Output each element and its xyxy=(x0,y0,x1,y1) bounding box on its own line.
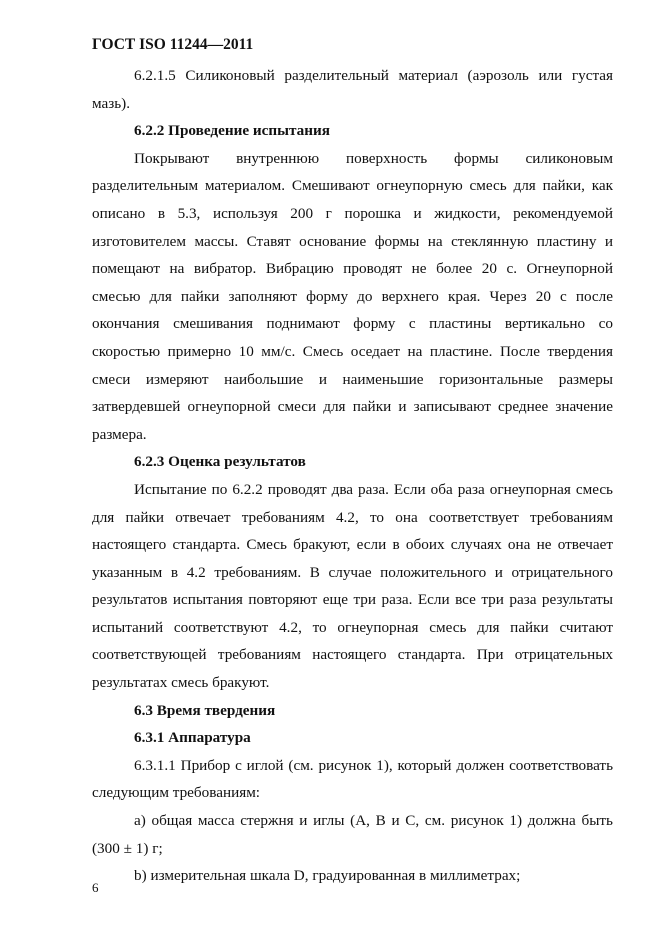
list-item-a: а) общая масса стержня и иглы (А, В и С, см. рисунок 1) должна быть (300 ± 1) г; xyxy=(92,812,613,857)
section-heading-6-3: 6.3 Время твердения xyxy=(134,701,276,719)
document-body xyxy=(92,62,613,890)
paragraph-6-2-3: Испытание по 6.2.2 проводят два раза. Если оба раза огнеупорная смесь для пайки отвечает требованиям 4.2, то она соответствует требованиям настоящего стандарта. Смесь бракуют, если в обоих случаях она не отвечает указанным в 4.2 требованиям. В случае положительного и отрицательного результатов испытания повторяют еще три раза. Если все три раза результаты испытаний соответствуют 4.2, то огнеупорная смесь для пайки считают соответствующей требованиям настоящего стандарта. При отрицательных результатах смесь бракуют. xyxy=(92,480,613,692)
paragraph-6-2-2: Покрывают внутреннюю поверхность формы силиконовым разделительным материалом. Смешивают огнеупорную смесь для пайки, как описано в 5.3, используя 200 г порошка и жидкости, рекомендуемой изготовителем массы. Ставят основание формы на стеклянную пластину и помещают на вибратор. Вибрацию проводят не более 20 с. Огнеупорной смесью для пайки заполняют форму до верхнего края. Через 20 с после окончания смешивания поднимают форму с пластины вертикально со скоростью примерно 10 мм/с. Смесь оседает на пластине. После твердения смеси измеряют наибольшие и наименьшие горизонтальные размеры затвердевшей огнеупорной смеси для пайки и записывают среднее значение размера. xyxy=(92,149,613,443)
section-heading-6-2-2: 6.2.2 Проведение испытания xyxy=(134,122,330,140)
paragraph-6-2-1-5: 6.2.1.5 Силиконовый разделительный материал (аэрозоль или густая мазь). xyxy=(92,67,613,112)
page-number: 6 xyxy=(92,880,99,895)
paragraph-6-3-1-1: 6.3.1.1 Прибор с иглой (см. рисунок 1), который должен соответствовать следующим требованиям: xyxy=(92,756,613,802)
standard-header: ГОСТ ISO 11244—2011 xyxy=(92,36,254,53)
section-heading-6-3-1: 6.3.1 Аппаратура xyxy=(134,729,251,747)
list-item-b: b) измерительная шкала D, градуированная в миллиметрах; xyxy=(134,867,521,885)
section-heading-6-2-3: 6.2.3 Оценка результатов xyxy=(134,453,306,471)
